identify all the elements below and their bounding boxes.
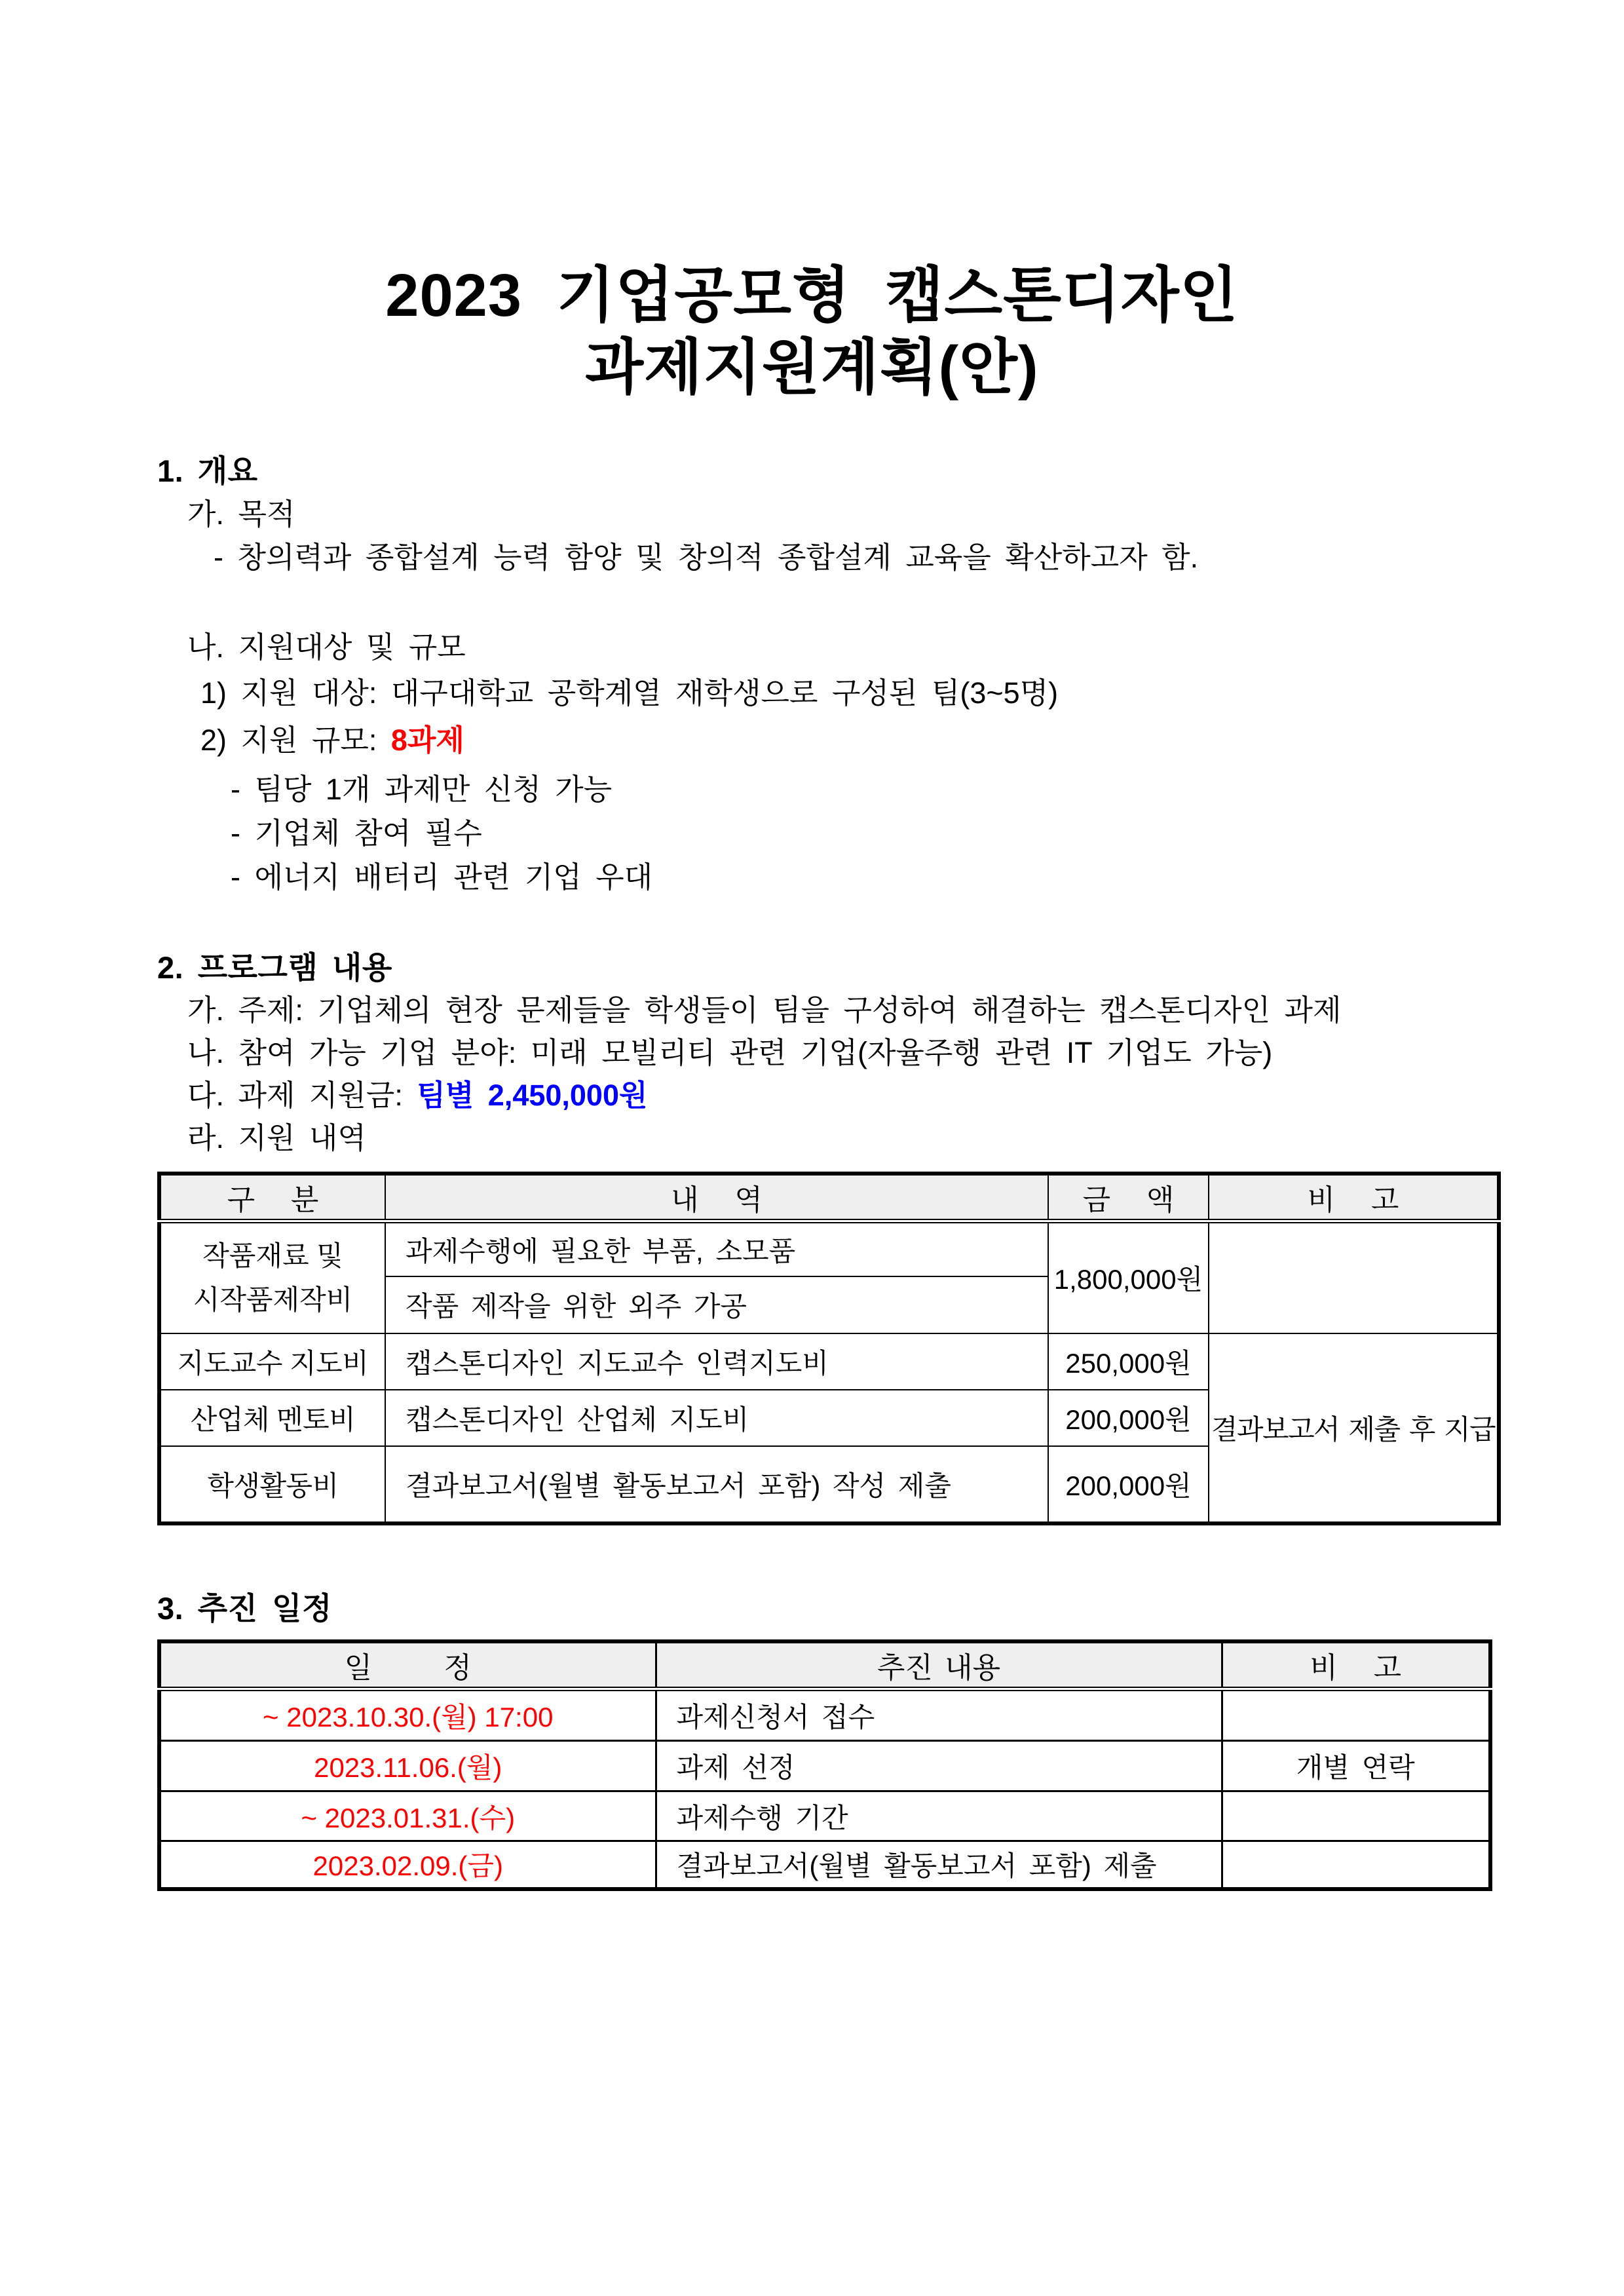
schedule-row-execution: [159, 1791, 1490, 1841]
schedule-note-selection: 개별 연락: [1222, 1741, 1490, 1791]
support-amount-professor: 250,000원: [1048, 1333, 1209, 1390]
overview-bullet-3: - 에너지 배터리 관련 기업 우대: [231, 860, 653, 894]
support-header-note: 비 고: [1209, 1174, 1499, 1221]
schedule-table-header-row: [159, 1641, 1490, 1689]
schedule-date-execution: ~ 2023.01.31.(수): [159, 1791, 656, 1841]
schedule-header-content: 추진 내용: [656, 1641, 1222, 1689]
support-table-header-row: [159, 1174, 1499, 1221]
schedule-header-date: 일 정: [159, 1641, 656, 1689]
overview-scale-line: [200, 722, 464, 759]
support-detail-parts: 과제수행에 필요한 부품, 소모품: [385, 1221, 1048, 1276]
overview-bullet-2: - 기업체 참여 필수: [231, 816, 482, 850]
support-note-payment: 결과보고서 제출 후 지급: [1209, 1333, 1499, 1523]
schedule-row-selection: [159, 1741, 1490, 1791]
support-detail-mentor: 캡스톤디자인 산업체 지도비: [385, 1390, 1048, 1446]
schedule-note-execution: [1222, 1791, 1490, 1841]
schedule-row-application: [159, 1689, 1490, 1741]
support-row-materials-1: [159, 1221, 1499, 1276]
overview-bullet-1: - 팀당 1개 과제만 신청 가능: [231, 773, 613, 806]
overview-target-label: 나. 지원대상 및 규모: [187, 630, 466, 664]
schedule-note-application: [1222, 1689, 1490, 1741]
support-category-materials-line2: 시작품제작비: [193, 1284, 353, 1316]
support-detail-outsourcing: 작품 제작을 위한 외주 가공: [385, 1276, 1048, 1333]
support-header-detail: 내 역: [385, 1174, 1048, 1221]
schedule-content-execution: 과제수행 기간: [656, 1791, 1222, 1841]
document-title-line1: 2023 기업공모형 캡스톤디자인: [385, 262, 1239, 329]
overview-target-text: 1) 지원 대상: 대구대학교 공학계열 재학생으로 구성된 팀(3~5명): [200, 676, 1059, 710]
overview-purpose-text: - 창의력과 종합설계 능력 함양 및 창의적 종합설계 교육을 확산하고자 함.: [214, 541, 1199, 574]
program-detail-label: 라. 지원 내역: [187, 1121, 366, 1155]
schedule-content-selection: 과제 선정: [656, 1741, 1222, 1791]
support-category-professor: 지도교수 지도비: [159, 1333, 385, 1390]
support-category-student: 학생활동비: [159, 1446, 385, 1523]
program-fund-highlight: 팀별 2,450,000원: [417, 1079, 648, 1112]
support-category-mentor: 산업체 멘토비: [159, 1390, 385, 1446]
support-table: [157, 1172, 1501, 1525]
support-amount-mentor: 200,000원: [1048, 1390, 1209, 1446]
schedule-date-application: ~ 2023.10.30.(월) 17:00: [159, 1689, 656, 1741]
support-category-materials-line1: 작품재료 및: [202, 1240, 343, 1272]
support-header-amount: 금 액: [1048, 1174, 1209, 1221]
schedule-date-selection: 2023.11.06.(월): [159, 1741, 656, 1791]
schedule-date-report: 2023.02.09.(금): [159, 1841, 656, 1889]
program-fund-line: [187, 1077, 647, 1114]
support-row-professor: [159, 1333, 1499, 1390]
section-overview-heading: 1. 개요: [157, 453, 258, 488]
support-detail-student: 결과보고서(월별 활동보고서 포함) 작성 제출: [385, 1446, 1048, 1523]
document-title: [0, 259, 1624, 404]
support-amount-materials: 1,800,000원: [1048, 1221, 1209, 1333]
schedule-note-report: [1222, 1841, 1490, 1889]
schedule-content-report: 결과보고서(월별 활동보고서 포함) 제출: [656, 1841, 1222, 1889]
program-field-text: 나. 참여 가능 기업 분야: 미래 모빌리티 관련 기업(자율주행 관련 IT 기업도 가능): [187, 1036, 1273, 1069]
support-category-materials: [159, 1221, 385, 1333]
schedule-row-report: [159, 1841, 1490, 1889]
overview-purpose-label: 가. 목적: [187, 497, 295, 531]
schedule-header-note: 비 고: [1222, 1641, 1490, 1689]
overview-scale-prefix: 2) 지원 규모:: [200, 723, 391, 757]
support-amount-student: 200,000원: [1048, 1446, 1209, 1523]
support-detail-professor: 캡스톤디자인 지도교수 인력지도비: [385, 1333, 1048, 1390]
overview-scale-highlight: 8과제: [390, 723, 464, 757]
schedule-content-application: 과제신청서 접수: [656, 1689, 1222, 1741]
program-fund-prefix: 다. 과제 지원금:: [187, 1079, 417, 1112]
schedule-table: [157, 1639, 1492, 1891]
section-program-heading: 2. 프로그램 내용: [157, 950, 392, 985]
section-schedule-heading: 3. 추진 일정: [157, 1591, 332, 1626]
program-topic-text: 가. 주제: 기업체의 현장 문제들을 학생들이 팀을 구성하여 해결하는 캡스톤디자인 과제: [187, 993, 1342, 1027]
document-title-line2: 과제지원계획(안): [585, 334, 1039, 401]
support-note-empty-cell: [1209, 1221, 1499, 1333]
support-header-category: 구 분: [159, 1174, 385, 1221]
